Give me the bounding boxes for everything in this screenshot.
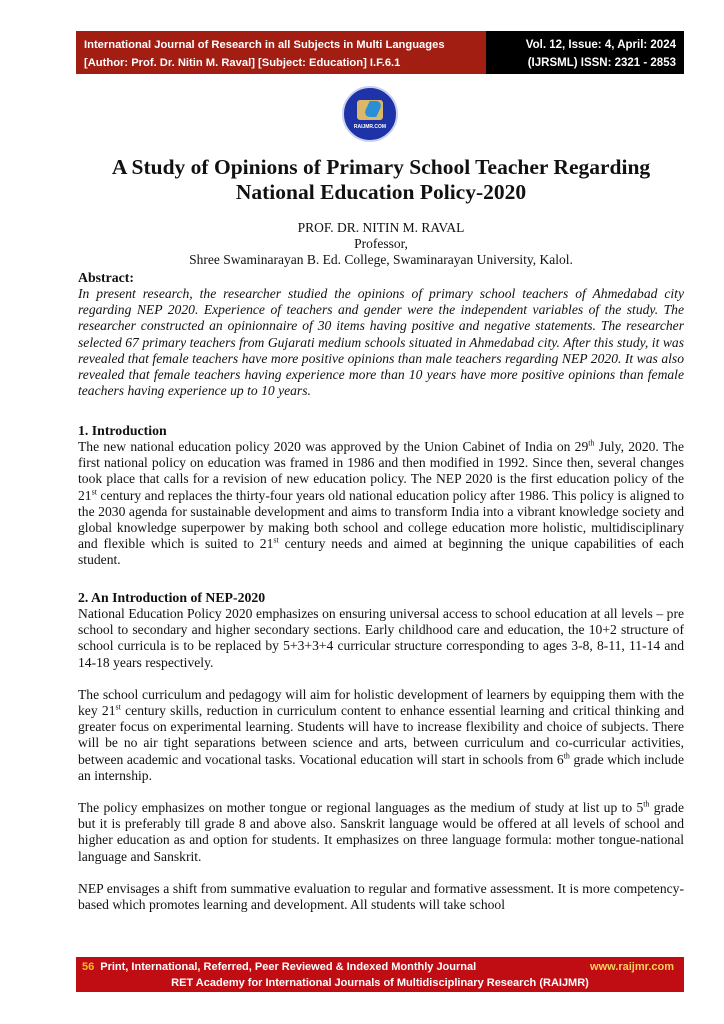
header-left-band <box>76 31 486 74</box>
superscript: th <box>588 438 595 448</box>
text-run: century skills, reduction in curriculum content to enhance essential learning and critical thinking and greater focus on experimental learning. Students will have to increase flexibility and choice of subjects. There will be no air tight separations between science and arts, between curriculum and co-curricular activities, between academic and vocational tasks. Vocational education will start in schools from 6 <box>78 703 684 767</box>
logo-text: RAIJMR.COM <box>353 124 387 130</box>
nep-section <box>78 590 684 913</box>
introduction-section <box>78 423 684 569</box>
abstract-heading: Abstract: <box>78 270 134 285</box>
abstract-text: In present research, the researcher studied the opinions of primary school teachers of Ahmedabad city regarding NEP 2020. Experience of teachers and gender were the independent variables of the study. The researcher constructed an opinionnaire of 30 items having positive and negative statements. The researcher selected 67 primary teachers from Gujarati medium schools situated in Ahmedabad city. After this study, it was revealed that female teachers have more positive opinions than male teachers regarding NEP 2020. It was also revealed that female teachers having experience more than 10 years have more positive opinions than female teachers having experience up to 10 years. <box>78 286 684 399</box>
text-run: grade which include an internship. <box>78 751 684 783</box>
text-run: grade but it is preferably till grade 8 and above also. Sanskrit language would be offered at all levels of school and higher education as and option for students. It emphasizes on three language formula: mother tongue-national language and Sanskrit. <box>78 800 684 864</box>
introduction-paragraph <box>78 439 684 569</box>
nep-paragraph-4: NEP envisages a shift from summative evaluation to regular and formative assessment. It is more competency-based which promotes learning and development. All students will take school <box>78 880 684 913</box>
title-line-1: A Study of Opinions of Primary School Teacher Regarding <box>111 155 651 179</box>
nep-paragraph-1: National Education Policy 2020 emphasizes on ensuring universal access to school education at all levels – pre school to secondary and higher secondary sections. Early childhood care and education, the 10+2 structure of school curricula is to be replaced by 5+3+3+4 curricular structure corresponding to ages 3-8, 8-11, 11-14 and 14-18 years respectively. <box>78 606 684 670</box>
text-run: July, 2020. The first national policy on education was framed in 1986 and then modified in 1992. Since then, several changes took place that calls for a revision of new education policy. The NEP 2020 is the first education policy of the 21 <box>78 439 684 503</box>
author-affiliation: Shree Swaminarayan B. Ed. College, Swaminarayan University, Kalol. <box>189 252 573 267</box>
header-right-band <box>486 31 684 74</box>
nep-paragraph-2 <box>78 687 684 784</box>
title-line-2: National Education Policy-2020 <box>235 180 527 204</box>
author-subject: [Author: Prof. Dr. Nitin M. Raval] [Subject: Education] I.F.6.1 <box>84 57 401 69</box>
superscript: th <box>563 751 570 761</box>
nep-paragraph-3 <box>78 800 684 865</box>
superscript: st <box>91 487 97 497</box>
author-block <box>76 220 686 268</box>
journal-name: International Journal of Research in all Subjects in Multi Languages <box>84 39 445 51</box>
text-run: The new national education policy 2020 was approved by the Union Cabinet of India on 29 <box>78 439 589 454</box>
volume-issue: Vol. 12, Issue: 4, April: 2024 <box>525 39 676 51</box>
journal-footer <box>76 957 684 992</box>
abstract-section <box>78 270 684 399</box>
author-name: PROF. DR. NITIN M. RAVAL <box>297 220 465 235</box>
nep-heading: 2. An Introduction of NEP-2020 <box>78 590 266 605</box>
superscript: st <box>273 535 279 545</box>
text-run: The policy emphasizes on mother tongue or regional languages as the medium of study at list up to 5 <box>78 800 644 816</box>
text-run: The school curriculum and pedagogy will aim for holistic development of learners by equipping them with the key 21 <box>78 686 684 719</box>
journal-header <box>76 31 684 74</box>
footer-line-1: Print, International, Referred, Peer Reviewed & Indexed Monthly Journal <box>100 961 477 973</box>
page-number: 56 <box>82 961 95 973</box>
paper-title <box>76 155 686 205</box>
issn: (IJRSML) ISSN: 2321 - 2853 <box>527 57 676 69</box>
introduction-heading: 1. Introduction <box>78 423 167 438</box>
footer-tagline <box>82 959 476 975</box>
superscript: st <box>115 702 121 712</box>
website-link[interactable]: www.raijmr.com <box>590 961 674 973</box>
raijmr-logo-icon <box>342 86 398 142</box>
footer-line-2: RET Academy for International Journals of Multidisciplinary Research (RAIJMR) <box>171 977 589 989</box>
superscript: th <box>643 799 650 809</box>
author-role: Professor, <box>354 236 408 251</box>
text-run: century and replaces the thirty-four years old national education policy after 1986. This policy is aligned to the 2030 agenda for sustainable development and aims to transform India into a vibrant knowledge society and global knowledge superpower by making both school and college education more holistic, multidisciplinary and flexible which is suited to 21 <box>78 487 684 552</box>
text-run: century needs and aimed at beginning the unique capabilities of each student. <box>78 536 684 568</box>
